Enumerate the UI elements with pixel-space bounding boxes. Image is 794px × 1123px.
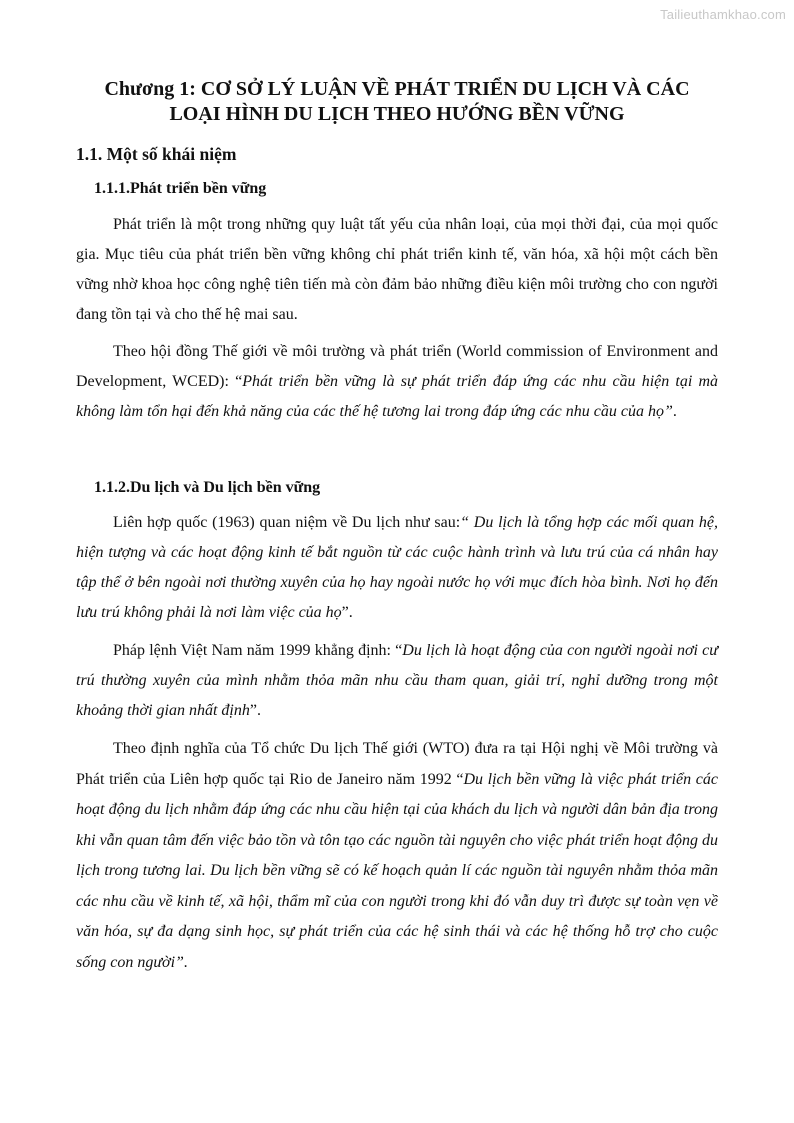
wced-lead-text: Theo hội đồng Thế giới về môi trường và phát triển (World commission of Environment and Development, WCED): “ bbox=[76, 343, 718, 390]
paragraph-wced-definition bbox=[76, 337, 718, 427]
paragraph-un-definition bbox=[76, 508, 718, 628]
ordinance-lead-text: Pháp lệnh Việt Nam năm 1999 khẳng định: “ bbox=[113, 642, 403, 659]
un-quote: “ Du lịch là tổng hợp các mối quan hệ, hiện tượng và các hoạt động kinh tế bắt nguồn từ các cuộc hành trình và lưu trú của cá nhân hay tập thể ở bên ngoài nơi thường xuyên của họ hay ngoài nước họ với mục đích hòa bình. Nơi họ đến lưu trú không phải là nơi làm việc của họ bbox=[76, 514, 718, 621]
wto-quote: Du lịch bền vững là việc phát triển các hoạt động du lịch nhằm đáp ứng các nhu cầu hiện tại của khách du lịch và người dân bản địa trong khi vẫn quan tâm đến việc bảo tồn và tôn tạo các nguồn tài nguyên cho việc phát triển hoạt động du lịch trong tương lai. Du lịch bền vững sẽ có kế hoạch quản lí các nguồn tài nguyên nhằm thỏa mãn các nhu cầu về kinh tế, xã hội, thẩm mĩ của con người trong khi đó vẫn duy trì được sự toàn vẹn về văn hóa, sự đa dạng sinh học, sự phát triển của các hệ sinh thái và các hệ thống hỗ trợ cho cuộc sống con người”. bbox=[76, 770, 718, 971]
un-end: ”. bbox=[341, 604, 353, 621]
paragraph-vietnam-ordinance bbox=[76, 636, 718, 726]
un-lead-text: Liên hợp quốc (1963) quan niệm về Du lịch như sau: bbox=[113, 514, 461, 531]
section-heading-1-1-2: 1.1.2.Du lịch và Du lịch bền vững bbox=[94, 479, 321, 496]
wto-lead-text: Theo định nghĩa của Tổ chức Du lịch Thế giới (WTO) đưa ra tại Hội nghị về Môi trường và Phát triển của Liên hợp quốc tại Rio de Janeiro năm 1992 “ bbox=[76, 740, 718, 788]
chapter-title bbox=[76, 77, 718, 127]
wced-quote: Phát triển bền vững là sự phát triển đáp ứng các nhu cầu hiện tại mà không làm tổn hại đến khả năng của các thế hệ tương lai trong đáp ứng các nhu cầu của họ” bbox=[76, 373, 718, 420]
ordinance-quote: Du lịch là hoạt động của con người ngoài nơi cư trú thường xuyên của mình nhằm thỏa mãn nhu cầu tham quan, giải trí, nghỉ dưỡng trong một khoảng thời gian nhất định bbox=[76, 642, 718, 719]
watermark: Tailieuthamkhao.com bbox=[660, 7, 786, 22]
ordinance-end: ”. bbox=[249, 702, 261, 719]
wced-end: . bbox=[672, 403, 677, 420]
paragraph-wto-definition bbox=[76, 734, 718, 978]
chapter-title-line-1: Chương 1: CƠ SỞ LÝ LUẬN VỀ PHÁT TRIỂN DU LỊCH VÀ CÁC bbox=[104, 78, 690, 100]
section-heading-1-1: 1.1. Một số khái niệm bbox=[76, 144, 237, 164]
section-heading-1-1-1: 1.1.1.Phát triển bền vững bbox=[94, 180, 267, 197]
paragraph-sustainable-development: Phát triển là một trong những quy luật tất yếu của nhân loại, của mọi thời đại, của mọi quốc gia. Mục tiêu của phát triển bền vững không chỉ phát triển kinh tế, văn hóa, xã hội một cách bền vững nhờ khoa học công nghệ tiên tiến mà còn đảm bảo những điều kiện môi trường cho con người đang tồn tại và cho thế hệ mai sau. bbox=[76, 216, 718, 323]
chapter-title-line-2: LOẠI HÌNH DU LỊCH THEO HƯỚNG BỀN VỮNG bbox=[169, 103, 625, 125]
